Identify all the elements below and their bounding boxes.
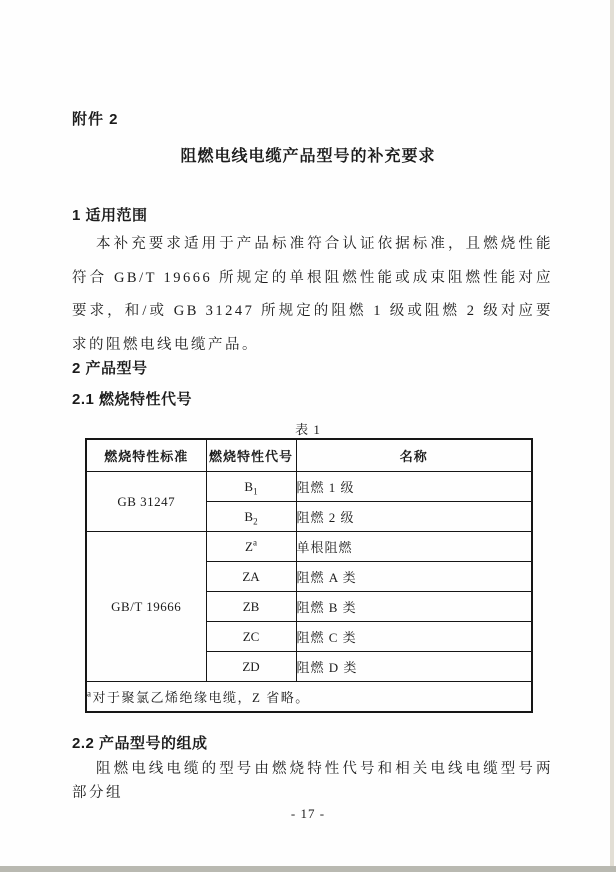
table-header-row — [86, 439, 532, 472]
name-cell: 阻燃 1 级 — [296, 472, 532, 502]
page-number: - 17 - — [290, 806, 326, 821]
name-cell: 阻燃 D 类 — [296, 652, 532, 682]
code-text: B — [244, 478, 254, 494]
section-heading-scope: 1 适用范围 — [72, 207, 148, 224]
code-text: ZB — [242, 598, 260, 614]
table-caption: 表 1 — [295, 422, 321, 437]
code-cell-zc — [206, 622, 296, 652]
table-row — [86, 532, 532, 562]
code-subscript: 1 — [253, 486, 258, 497]
code-text: B — [244, 508, 254, 524]
composition-paragraph: 阻燃电线电缆的型号由燃烧特性代号和相关电线电缆型号两部分组 — [72, 761, 553, 801]
code-superscript: a — [252, 537, 257, 548]
name-cell: 阻燃 2 级 — [296, 502, 532, 532]
table-row — [86, 472, 532, 502]
code-cell-za — [206, 562, 296, 592]
code-cell-zd — [206, 652, 296, 682]
footnote-cell — [86, 682, 532, 713]
scope-paragraph: 本补充要求适用于产品标准符合认证依据标准，且燃烧性能符合 GB/T 19666 所规定的单根阻燃性能或成束阻燃性能对应要求，和/或 GB 31247 所规定的阻燃 1 级或阻燃 2 级对应要求的阻燃电线电缆产品。 — [72, 236, 553, 353]
standard-cell-gb31247: GB 31247 — [86, 472, 206, 532]
code-text: ZD — [242, 658, 260, 674]
code-cell-b1 — [206, 472, 296, 502]
code-cell-b2 — [206, 502, 296, 532]
section-heading-product-model: 2 产品型号 — [72, 360, 148, 377]
attachment-label: 附件 2 — [72, 111, 119, 128]
code-text: Z — [245, 538, 253, 554]
code-subscript: 2 — [253, 516, 258, 527]
standard-cell-gbt19666: GB/T 19666 — [86, 532, 206, 682]
code-text: ZA — [242, 568, 260, 584]
document-title: 阻燃电线电缆产品型号的补充要求 — [180, 148, 436, 165]
column-header-name: 名称 — [296, 439, 532, 472]
name-cell: 阻燃 C 类 — [296, 622, 532, 652]
column-header-code: 燃烧特性代号 — [206, 439, 296, 472]
footnote-marker: a — [87, 688, 93, 699]
name-cell: 单根阻燃 — [296, 532, 532, 562]
footnote-text: 对于聚氯乙烯绝缘电缆，Z 省略。 — [92, 690, 310, 705]
code-text: ZC — [242, 628, 260, 644]
scan-edge-right — [610, 0, 614, 872]
scan-edge-bottom — [0, 866, 616, 872]
subsection-heading-model-composition: 2.2 产品型号的组成 — [72, 735, 208, 752]
code-cell-z — [206, 532, 296, 562]
code-cell-zb — [206, 592, 296, 622]
table-footnote-row — [86, 682, 532, 713]
name-cell: 阻燃 B 类 — [296, 592, 532, 622]
name-cell: 阻燃 A 类 — [296, 562, 532, 592]
column-header-standard: 燃烧特性标准 — [86, 439, 206, 472]
subsection-heading-flame-code: 2.1 燃烧特性代号 — [72, 391, 193, 408]
flame-characteristic-table — [85, 438, 533, 713]
